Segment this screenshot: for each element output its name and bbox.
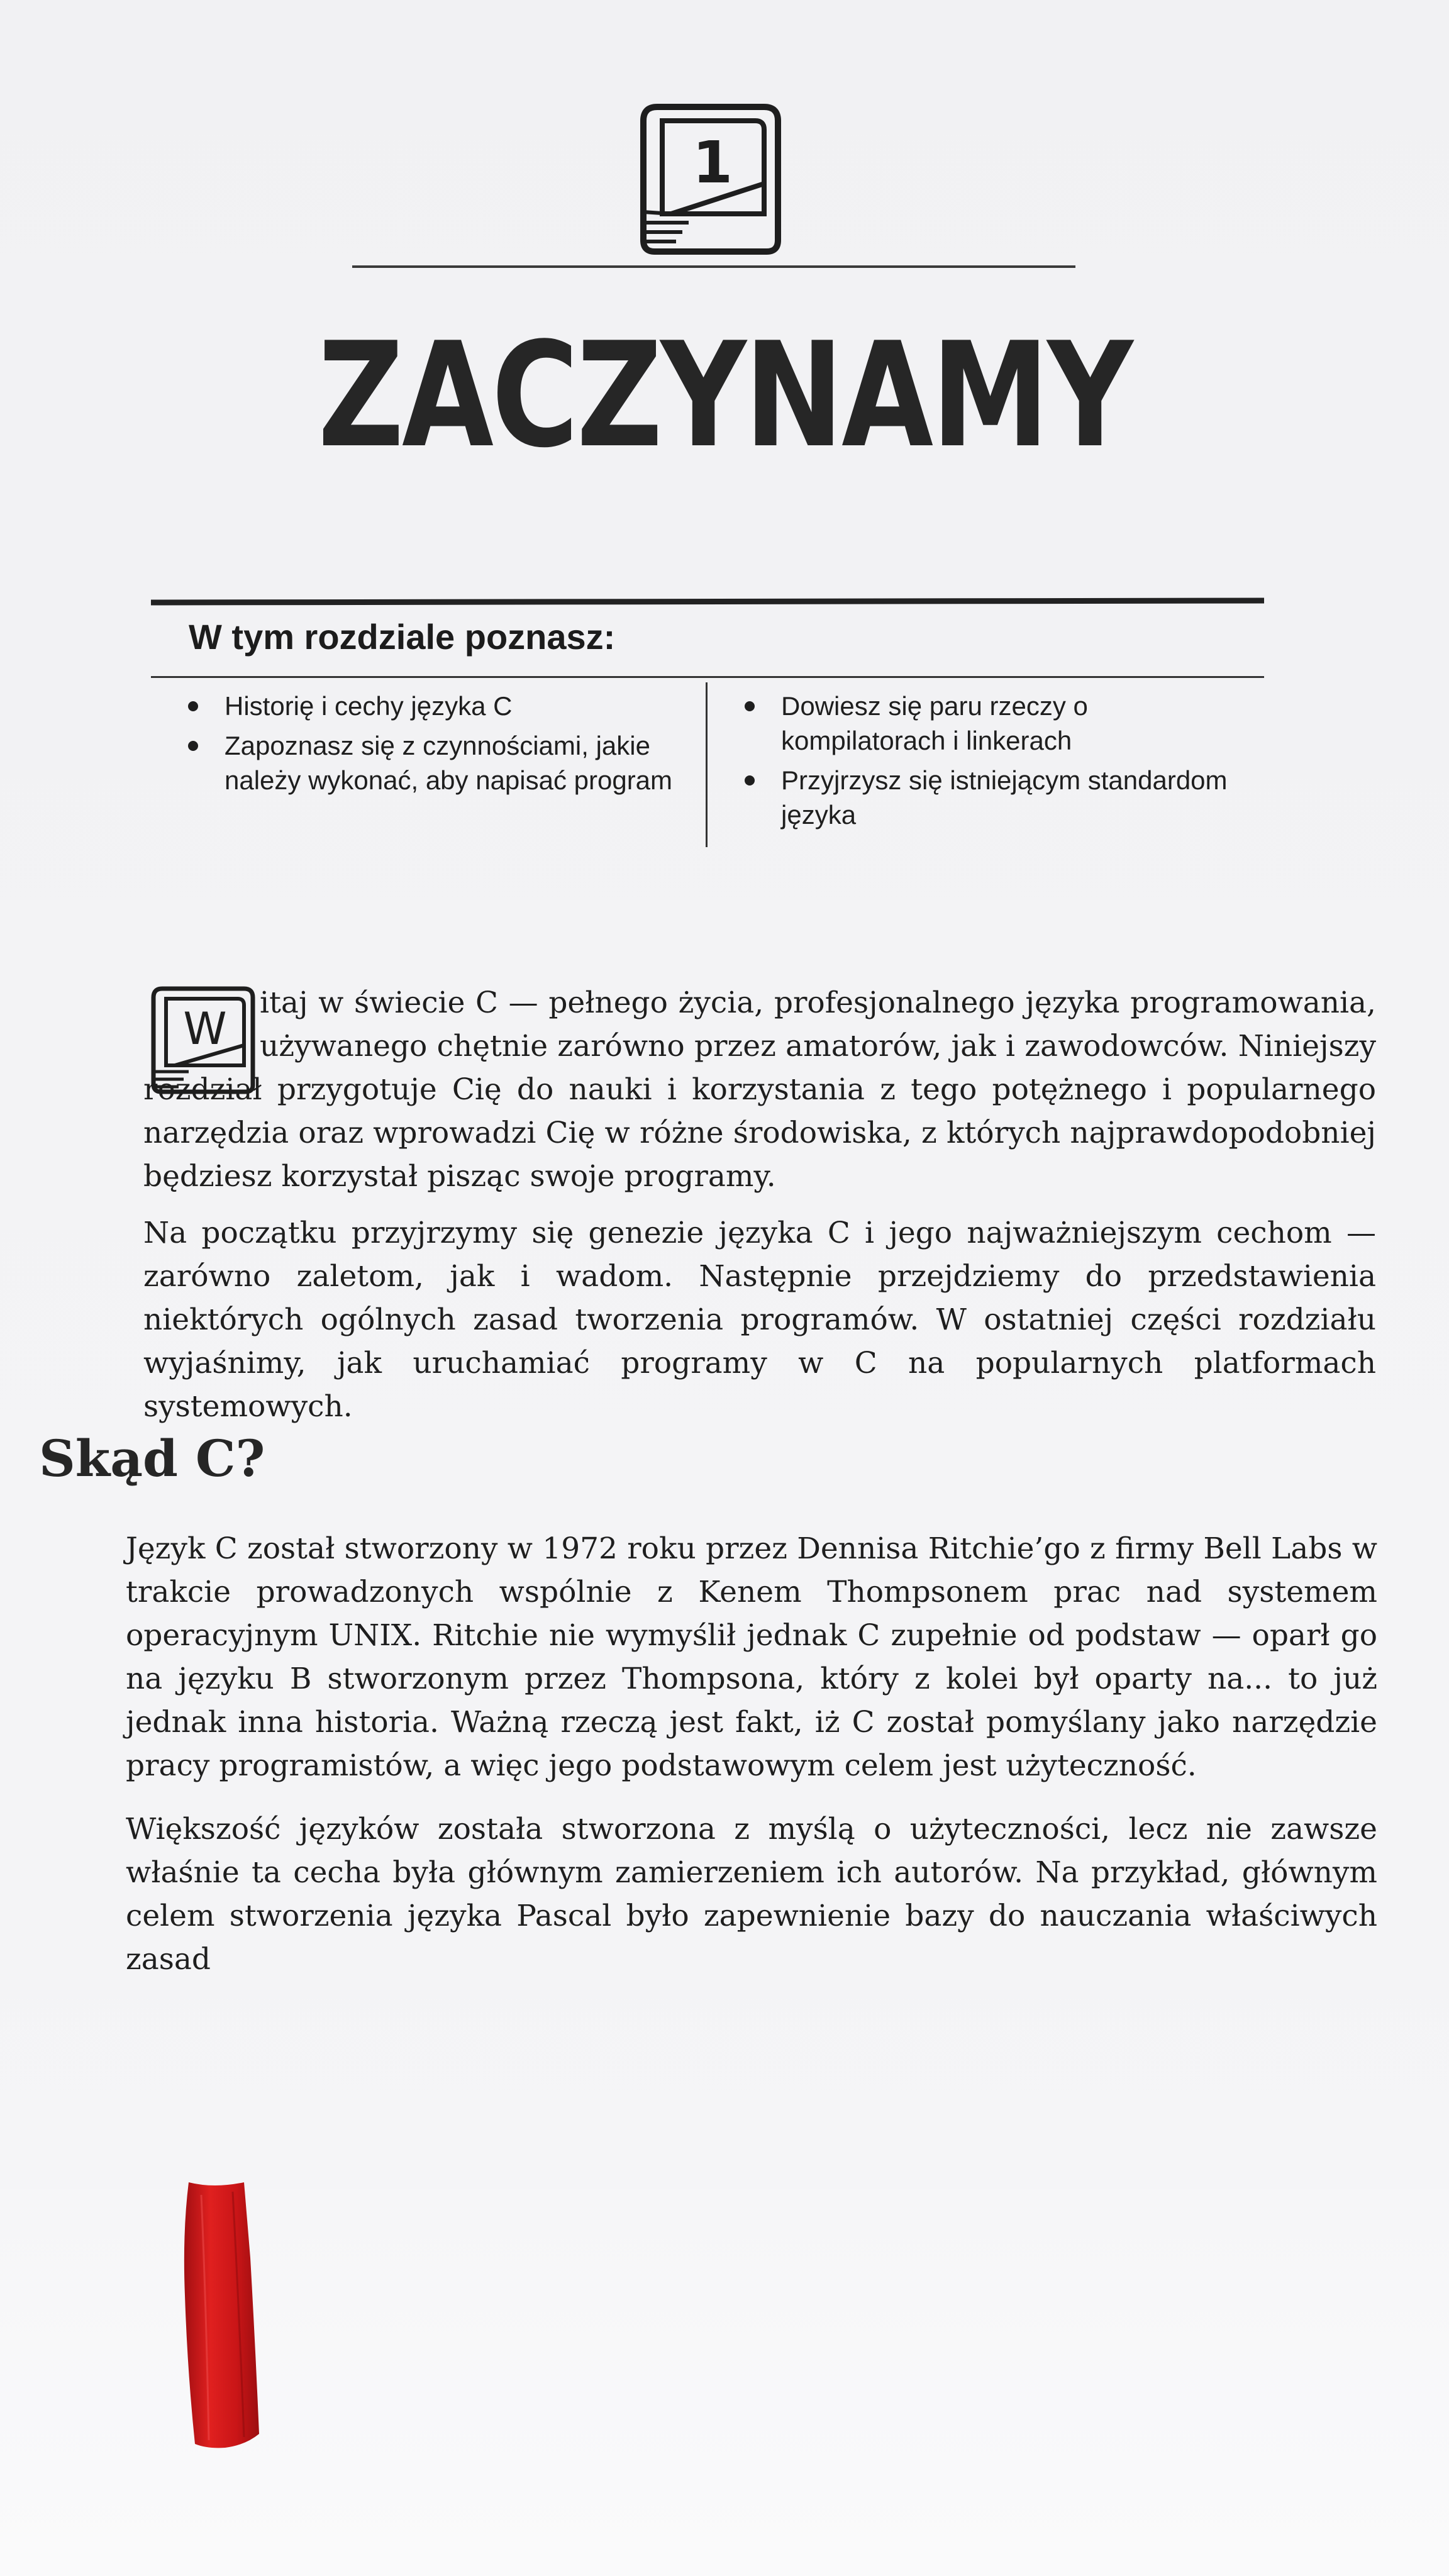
list-item: Dowiesz się paru rzeczy o kompilatorach i linkerach: [742, 689, 1245, 758]
bookmark-ribbon: [176, 2182, 264, 2453]
chapter-title: ZACZYNAMY: [318, 312, 1131, 480]
section-heading: Skąd C?: [39, 1429, 265, 1488]
box-left-column: [186, 689, 689, 802]
section-paragraph-2: Większość języków została stworzona z myślą o użyteczności, lecz nie zawsze właśnie ta cecha była głównym zamierzeniem ich autorów. Na przykład, głównym celem stworzenia języka Pascal było zapewnienie bazy do nauczania właściwych zasad: [126, 1812, 1377, 1977]
box-thin-rule: [151, 676, 1264, 678]
drop-letter: W: [183, 1003, 227, 1055]
box-column-divider: [706, 682, 708, 847]
intro-paragraph-2: Na początku przyjrzymy się genezie języka C i jego najważniejszym cechom — zarówno zaletom, jak i wadom. Następnie przejdziemy do przedstawienia niektórych ogólnych zasad tworzenia programów. W ostatniej części rozdziału wyjaśnimy, jak uruchamiać programy w C na popularnych platformach systemowych.: [143, 1216, 1376, 1424]
intro-paragraph-1: [143, 981, 1376, 1198]
title-rule: [352, 265, 1075, 268]
list-item: Historię i cechy języka C: [186, 689, 689, 723]
box-right-column: [742, 689, 1245, 837]
section-paragraph-1: Język C został stworzony w 1972 roku przez Dennisa Ritchie’go z firmy Bell Labs w trakcie prowadzonych wspólnie z Kenem Thompsonem prac nad systemem operacyjnym UNIX. Ritchie nie wymyślił jednak C zupełnie od podstaw — oparł go na języku B stworzonym przez Thompsona, który z kolei był oparty na... to już jednak inna historia. Ważną rzeczą jest fakt, iż C został pomyślany jako narzędzie pracy programistów, a więc jego podstawowym celem jest użyteczność.: [126, 1531, 1377, 1783]
intro-paragraph-1-text: itaj w świecie C — pełnego życia, profesjonalnego języka programowania, używanego chętnie zarówno przez amatorów, jak i zawodowców. Niniejszy rozdział przygotuje Cię do nauki i korzystania z tego potężnego i popularnego narzędzia oraz wprowadzi Cię w różne środowiska, z których najprawdopodobniej będziesz korzystał pisząc swoje programy.: [143, 985, 1376, 1194]
chapter-keycap-icon: [638, 102, 783, 256]
list-item: Przyjrzysz się istniejącym standardom języka: [742, 763, 1245, 832]
list-item: Zapoznasz się z czynnościami, jakie należy wykonać, aby napisać program: [186, 728, 689, 797]
box-top-rule: [151, 597, 1264, 605]
box-heading: W tym rozdziale poznasz:: [189, 617, 616, 657]
chapter-number: 1: [692, 129, 733, 196]
